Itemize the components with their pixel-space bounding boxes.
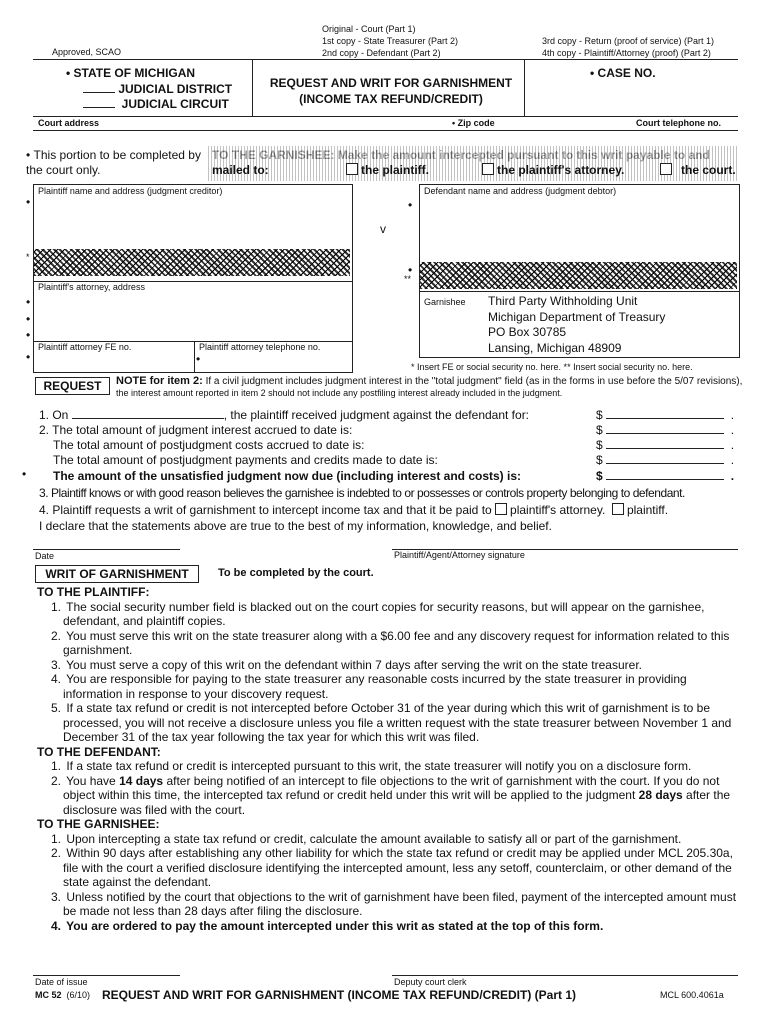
defendant-label: Defendant name and address (judgment debtor) (424, 186, 617, 196)
redacted-ssn-plaintiff (34, 249, 350, 276)
declaration: I declare that the statements above are true to the best of my information, knowledge, and belief. (39, 519, 552, 533)
form-number: MC 52 (6/10) (35, 990, 91, 1000)
attorney-checkbox[interactable] (495, 503, 507, 515)
checkbox[interactable] (346, 163, 358, 175)
item2-note-cont: the interest amount reported in item 2 should not include any postfiling interest already included in the judgment. (116, 388, 563, 398)
instruction-item: 1. The social security number field is blacked out on the court copies for security reasons, but will appear on the garnishee, defendant, and plaintiff copies. (51, 599, 705, 628)
payee-attorney-option[interactable]: the plaintiff's attorney. (482, 163, 624, 177)
writ-label: WRIT OF GARNISHMENT (35, 565, 199, 583)
date-of-issue-label: Date of issue (35, 977, 88, 987)
approved-label: Approved, SCAO (52, 47, 122, 57)
section-heading: TO THE GARNISHEE: (37, 817, 160, 831)
footer-title: REQUEST AND WRIT FOR GARNISHMENT (INCOME TAX REFUND/CREDIT) (Part 1) (102, 988, 576, 1002)
state-title: • STATE OF MICHIGAN (66, 66, 196, 80)
item1: 1. On , the plaintiff received judgment against the defendant for: (39, 408, 530, 422)
payee-court-option[interactable]: the court. (660, 163, 736, 177)
judgment-date-field[interactable] (72, 418, 224, 419)
checkbox[interactable] (660, 163, 672, 175)
instruction-item: 4. You are ordered to pay the amount intercepted under this writ as stated at the top of this form. (51, 918, 604, 933)
statute-reference: MCL 600.4061a (660, 990, 724, 1000)
signature-label: Plaintiff/Agent/Attorney signature (394, 550, 525, 560)
item2b: The total amount of postjudgment costs accrued to date is: (53, 438, 365, 452)
item4: 4. Plaintiff requests a writ of garnishment to intercept income tax and that it be paid to plaintiff's attorney. plaintiff. (39, 503, 669, 517)
copies-right: 3rd copy - Return (proof of service) (Part 1) 4th copy - Plaintiff/Attorney (proof) (Part 2) (542, 36, 715, 58)
garnishee-address: Third Party Withholding Unit Michigan Department of Treasury PO Box 30785 Lansing, Michigan 48909 (488, 294, 666, 355)
plaintiff-checkbox[interactable] (612, 503, 624, 515)
amount-interest[interactable]: $ . (596, 423, 735, 437)
fe-label: Plaintiff attorney FE no. (38, 342, 132, 352)
section-heading: TO THE DEFENDANT: (37, 744, 161, 759)
writ-court-note: To be completed by the court. (218, 567, 374, 579)
zip-code-label: • Zip code (452, 118, 495, 128)
insert-note: * Insert FE or social security no. here. ** Insert social security no. here. (411, 362, 693, 372)
instruction-item: 5. If a state tax refund or credit is not intercepted before October 31 of the year during which this writ of garnishment is to be processed, you will not receive a disclosure unless you file a written request with the state treasurer between November 1 and December 31 of the tax year following the tax year for which this writ was filed. (51, 701, 732, 744)
judicial-circuit: JUDICIAL CIRCUIT (83, 97, 229, 111)
instruction-item: 4. You are responsible for paying to the state treasurer any reasonable costs incurred by the state treasurer in providing information in response to your discovery request. (51, 672, 687, 701)
court-address-label: Court address (38, 118, 100, 128)
instruction-item: 3. Unless notified by the court that objections to the writ of garnishment have been filed, payment of the intercepted amount must be made not less than 28 days after filing the disclosure. (51, 889, 737, 918)
court-telephone-label: Court telephone no. (636, 118, 721, 128)
redacted-ssn-defendant (420, 262, 737, 289)
amount-credits[interactable]: $ . (596, 453, 735, 467)
tel-label: Plaintiff attorney telephone no. (199, 342, 321, 352)
section-heading: TO THE PLAINTIFF: (37, 585, 150, 599)
court-only-note: • This portion to be completed by the court only. (26, 148, 201, 177)
instruction-item: 3. You must serve a copy of this writ on the defendant within 7 days after serving the writ on the state treasurer. (51, 657, 642, 672)
case-no-label[interactable]: • CASE NO. (590, 66, 656, 80)
request-label: REQUEST (35, 377, 110, 395)
item2-note: NOTE for item 2: If a civil judgment includes judgment interest in the "total judgment" field (as in the forms in use before the 5/07 revisions), (116, 375, 743, 387)
deputy-clerk-label: Deputy court clerk (394, 977, 467, 987)
instruction-item: 2. You must serve this writ on the state treasurer along with a $6.00 fee and any discovery request for information related to this garnishment. (51, 628, 730, 657)
instruction-item: 2. You have 14 days after being notified of an intercept to file objections to the writ of garnishment with the court. If you do not object within this time, the intercepted tax refund or credit held under this writ will be applied to the judgment 28 days after the disclosure was filed with the court. (51, 773, 731, 817)
mailed-to-label: mailed to: (212, 163, 269, 177)
form-title-1: REQUEST AND WRIT FOR GARNISHMENT (269, 76, 513, 90)
attorney-label: Plaintiff's attorney, address (38, 282, 145, 292)
form-title-2: (INCOME TAX REFUND/CREDIT) (299, 92, 483, 106)
item2: 2. The total amount of judgment interest accrued to date is: (39, 423, 353, 437)
instruction-item: 2. Within 90 days after establishing any other liability for which the state tax refund or credit may be applied under MCL 205.30a, file with the court a verified disclosure identifying the intercepted amount, less any setoff, counterclaim, or other demand of the state against the defendant. (51, 846, 733, 889)
copies-middle: Original - Court (Part 1) 1st copy - State Treasurer (Part 2) 2nd copy - Defendant (Part 2) (322, 24, 459, 58)
checkbox[interactable] (482, 163, 494, 175)
judicial-district: JUDICIAL DISTRICT (83, 82, 232, 96)
garnishee-label: Garnishee (424, 297, 466, 307)
plaintiff-label: Plaintiff name and address (judgment creditor) (38, 186, 223, 196)
date-label: Date (35, 551, 55, 561)
instruction-item: 1. Upon intercepting a state tax refund or credit, calculate the amount available to satisfy all or part of the garnishment. (51, 831, 682, 846)
item2c: The total amount of postjudgment payments and credits made to date is: (53, 453, 438, 467)
item3: 3. Plaintiff knows or with good reason believes the garnishee is indebted to or possesses or controls property belonging to defendant. (39, 486, 685, 500)
writ-instructions (37, 585, 737, 933)
amount-judgment[interactable]: $ . (596, 408, 735, 422)
amount-due[interactable]: $ . (596, 469, 735, 483)
instruction-item: 1. If a state tax refund or credit is intercepted pursuant to this writ, the state treasurer will notify you on a disclosure form. (51, 759, 692, 773)
versus-label: v (380, 222, 386, 236)
amount-costs[interactable]: $ . (596, 438, 735, 452)
payee-plaintiff-option[interactable]: the plaintiff. (346, 163, 429, 177)
item2d: The amount of the unsatisfied judgment now due (including interest and costs) is: (53, 469, 522, 483)
